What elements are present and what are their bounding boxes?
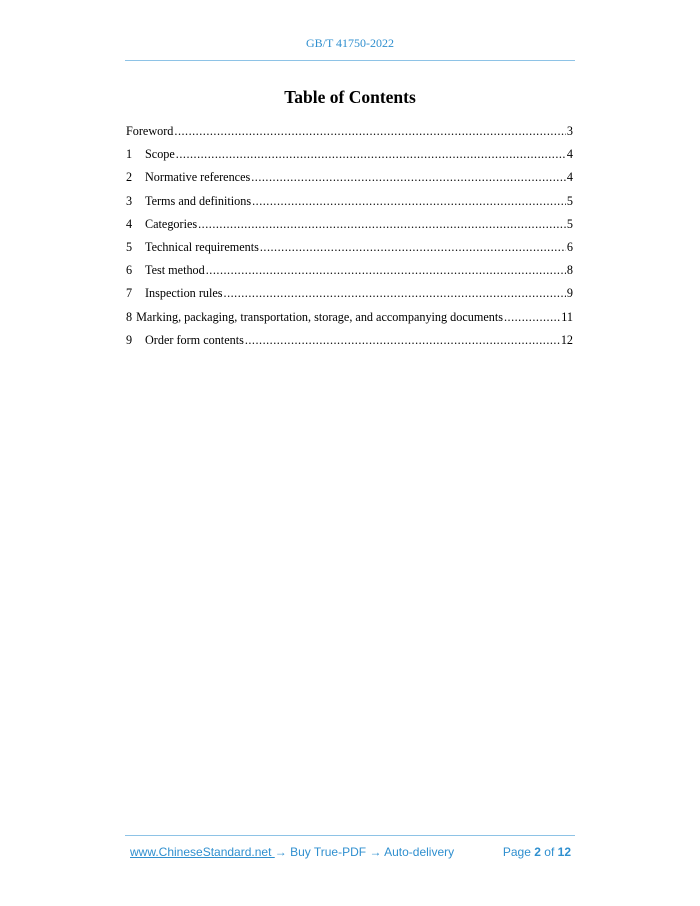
toc-entry-label: Technical requirements xyxy=(145,239,259,254)
total-page-count: 12 xyxy=(557,845,571,859)
toc-entry-scope[interactable] xyxy=(126,143,573,166)
current-page-number: 2 xyxy=(534,845,541,859)
toc-entry-page: 12 xyxy=(560,332,573,347)
toc-entry-label: Scope xyxy=(145,147,175,162)
toc-entry-label: Foreword xyxy=(126,124,174,138)
toc-entry-label: Terms and definitions xyxy=(145,193,252,208)
toc-entry-test-method[interactable] xyxy=(126,259,573,282)
toc-entry-label: Categories xyxy=(145,216,198,231)
chinesestandard-link[interactable]: www.ChineseStandard.net xyxy=(130,845,275,859)
toc-leader-dots xyxy=(260,236,566,259)
toc-entry-inspection-rules[interactable] xyxy=(126,282,573,305)
toc-entry-foreword[interactable] xyxy=(126,120,573,143)
toc-title: Table of Contents xyxy=(284,87,416,107)
page-label: Page xyxy=(502,845,531,859)
document-code-header: GB/T 41750-2022 xyxy=(305,36,395,50)
page-of-label: of xyxy=(544,845,555,859)
toc-entry-marking-packaging[interactable] xyxy=(126,306,573,329)
toc-entry-number: 1 xyxy=(126,147,133,162)
footer-tagline: → Buy True-PDF → Auto-delivery xyxy=(274,845,455,859)
toc-entry-page: 5 xyxy=(566,216,573,231)
header-divider xyxy=(125,60,575,61)
toc-leader-dots xyxy=(252,190,566,213)
toc-entry-normative-references[interactable] xyxy=(126,166,573,189)
toc-entry-number: 4 xyxy=(126,216,133,231)
toc-leader-dots xyxy=(251,166,566,189)
toc-entry-page: 5 xyxy=(566,193,573,208)
toc-entry-page: 8 xyxy=(566,263,573,278)
toc-leader-dots xyxy=(245,329,560,352)
toc-leader-dots xyxy=(504,306,560,329)
toc-entry-number: 6 xyxy=(126,263,133,278)
toc-entry-technical-requirements[interactable] xyxy=(126,236,573,259)
page-number-indicator xyxy=(503,845,571,859)
toc-entry-label: Test method xyxy=(145,263,205,278)
toc-leader-dots xyxy=(174,120,566,143)
toc-entry-page: 3 xyxy=(566,124,573,138)
toc-entry-page: 9 xyxy=(566,286,573,301)
toc-leader-dots xyxy=(176,143,566,166)
toc-entry-label: Order form contents xyxy=(145,332,244,347)
toc-entry-number: 2 xyxy=(126,170,133,185)
toc-entry-page: 4 xyxy=(566,147,573,162)
toc-entry-label: Normative references xyxy=(145,170,251,185)
toc-entry-page: 6 xyxy=(566,239,573,254)
toc-leader-dots xyxy=(198,213,566,236)
toc-entry-page: 4 xyxy=(566,170,573,185)
toc-entry-order-form-contents[interactable] xyxy=(126,329,573,352)
toc-entry-number: 9 xyxy=(126,332,133,347)
toc-entry-categories[interactable] xyxy=(126,213,573,236)
toc-entry-number: 5 xyxy=(126,239,133,254)
toc-entry-number: 7 xyxy=(126,286,133,301)
toc-entry-number: 8 xyxy=(126,309,133,324)
toc-entry-label: Inspection rules xyxy=(145,286,223,301)
toc-entry-terms-and-definitions[interactable] xyxy=(126,190,573,213)
toc-entry-number: 3 xyxy=(126,193,133,208)
footer-divider xyxy=(125,835,575,836)
toc-leader-dots xyxy=(206,259,566,282)
toc-entry-page: 11 xyxy=(561,309,573,324)
toc-leader-dots xyxy=(224,282,566,305)
table-of-contents xyxy=(126,120,573,352)
footer-promo xyxy=(130,845,454,859)
toc-entry-label: Marking, packaging, transportation, storage, and accompanying documents xyxy=(136,309,503,324)
